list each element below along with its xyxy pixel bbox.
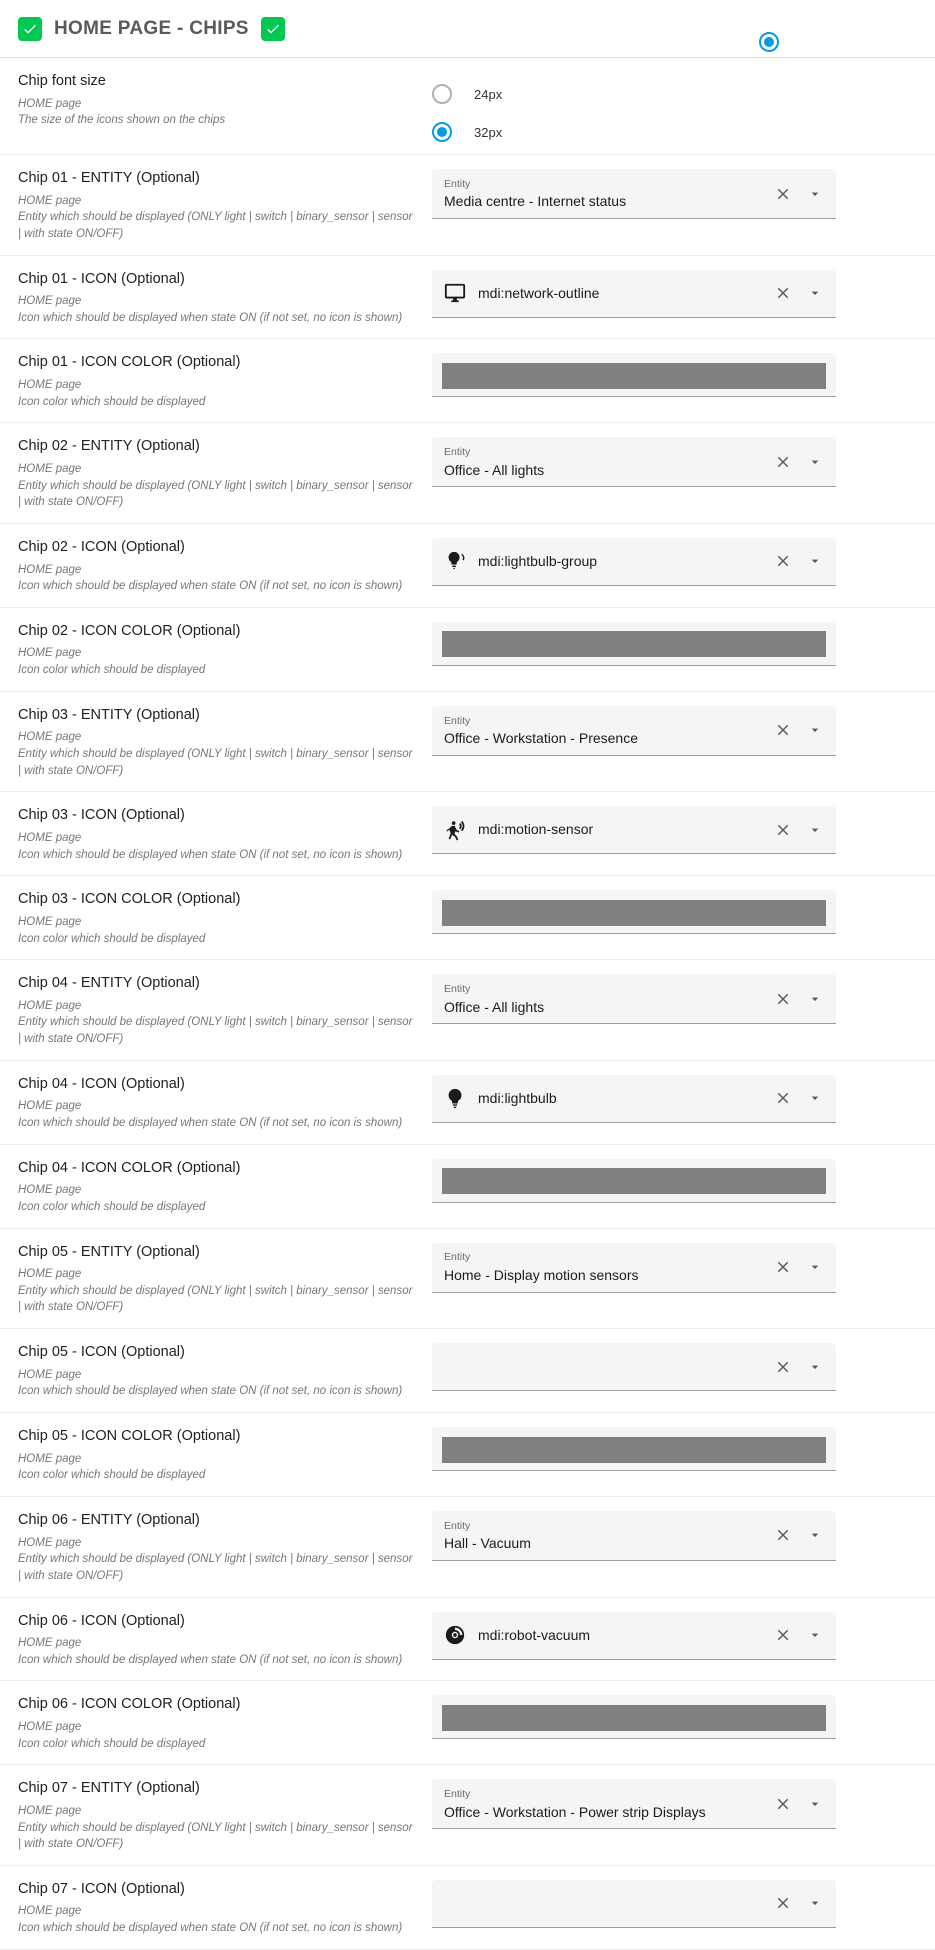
- setting-scope: HOME page: [18, 731, 82, 744]
- setting-title: Chip 02 - ENTITY (Optional): [18, 438, 200, 455]
- page-title: HOME PAGE - CHIPS: [54, 17, 249, 39]
- setting-title: Chip 05 - ENTITY (Optional): [18, 1243, 200, 1260]
- field-floating-label: Entity: [444, 1788, 471, 1801]
- field-content: [444, 538, 764, 585]
- radio-24px[interactable]: [432, 84, 452, 104]
- row-label-block: [0, 435, 432, 511]
- settings-row: [0, 155, 935, 256]
- field-content: [444, 706, 764, 755]
- clear-icon[interactable]: [770, 548, 796, 574]
- setting-title: Chip 03 - ICON COLOR (Optional): [18, 891, 241, 908]
- setting-description: Icon color which should be displayed: [18, 664, 206, 677]
- icon-name-text: mdi:network-outline: [478, 284, 600, 301]
- radio-option-24px[interactable]: [432, 84, 917, 104]
- settings-row: [0, 1497, 935, 1598]
- color-swatch[interactable]: [442, 363, 826, 389]
- setting-scope: HOME page: [18, 1100, 82, 1113]
- motion-sensor-icon: [444, 819, 466, 841]
- setting-title: Chip 04 - ENTITY (Optional): [18, 975, 200, 992]
- setting-title: Chip 07 - ENTITY (Optional): [18, 1780, 200, 1797]
- field-content: [444, 1075, 764, 1122]
- setting-scope: HOME page: [18, 379, 82, 392]
- row-label-block: [0, 1341, 432, 1400]
- row-label-block: [0, 804, 432, 863]
- setting-scope: HOME page: [18, 831, 82, 844]
- setting-description: Entity which should be displayed (ONLY light | switch | binary_sensor | sensor | with state ON/OFF): [18, 211, 413, 240]
- row-chip-font-size: [0, 58, 935, 155]
- setting-description: Icon which should be displayed when state ON (if not set, no icon is shown): [18, 1653, 403, 1666]
- row-label-block: [0, 704, 432, 780]
- chevron-down-icon[interactable]: [802, 717, 828, 743]
- field-content: [444, 1511, 764, 1560]
- row-control-block: [432, 1610, 935, 1660]
- setting-scope: HOME page: [18, 97, 82, 110]
- field-value: [444, 1087, 764, 1109]
- field-value: [444, 550, 764, 572]
- field-value: Hall - Vacuum: [444, 1535, 531, 1552]
- settings-row: [0, 256, 935, 340]
- field-content: [444, 974, 764, 1023]
- field-content: [444, 1779, 764, 1828]
- chevron-down-icon[interactable]: [802, 280, 828, 306]
- field-actions: [764, 1085, 828, 1111]
- settings-row: [0, 1866, 935, 1950]
- row-control-block: [432, 804, 935, 854]
- row-label-block: [0, 536, 432, 595]
- field-actions: [764, 1622, 828, 1648]
- color-picker-field[interactable]: [432, 1159, 836, 1203]
- row-control-block: [432, 1425, 935, 1471]
- field-actions: [764, 181, 828, 207]
- row-label-block: [0, 268, 432, 327]
- setting-title: Chip 05 - ICON (Optional): [18, 1344, 185, 1361]
- row-label-block: [0, 1509, 432, 1585]
- row-control-block: [432, 435, 935, 487]
- clear-icon[interactable]: [770, 717, 796, 743]
- icon-name-text: mdi:lightbulb: [478, 1089, 557, 1106]
- setting-description: Icon which should be displayed when state ON (if not set, no icon is shown): [18, 580, 403, 593]
- chevron-down-icon[interactable]: [802, 449, 828, 475]
- field-floating-label: Entity: [444, 982, 471, 995]
- field-content: [444, 270, 764, 317]
- color-swatch[interactable]: [442, 1437, 826, 1463]
- clear-icon[interactable]: [770, 817, 796, 843]
- setting-description: Entity which should be displayed (ONLY light | switch | binary_sensor | sensor | with state ON/OFF): [18, 1821, 413, 1851]
- field-actions: [764, 717, 828, 743]
- clear-icon[interactable]: [770, 449, 796, 475]
- row-control-block: [432, 972, 935, 1024]
- setting-scope: HOME page: [18, 1268, 82, 1281]
- settings-rows: [0, 155, 935, 1950]
- setting-title: Chip 06 - ICON COLOR (Optional): [18, 1696, 241, 1713]
- setting-scope: HOME page: [18, 1905, 82, 1918]
- settings-row: [0, 692, 935, 793]
- row-label-block: [0, 1878, 432, 1937]
- chevron-down-icon[interactable]: [802, 1522, 828, 1548]
- setting-scope: HOME page: [18, 1536, 82, 1549]
- header-checkbox-right[interactable]: [261, 17, 285, 41]
- entity-select-field[interactable]: [432, 974, 836, 1024]
- row-control-block: [432, 1241, 935, 1293]
- setting-title: Chip 01 - ICON (Optional): [18, 270, 185, 287]
- icon-select-field[interactable]: [432, 270, 836, 318]
- clear-icon[interactable]: [770, 1622, 796, 1648]
- setting-description: Icon which should be displayed when state ON (if not set, no icon is shown): [18, 848, 403, 861]
- setting-title: Chip 01 - ICON COLOR (Optional): [18, 354, 241, 371]
- setting-description: Icon color which should be displayed: [18, 395, 206, 408]
- row-label-block: [0, 1073, 432, 1132]
- settings-row: [0, 876, 935, 960]
- settings-row: [0, 339, 935, 423]
- clear-icon[interactable]: [770, 1522, 796, 1548]
- row-label-block: [0, 1777, 432, 1853]
- settings-row: [0, 1598, 935, 1682]
- field-floating-label: Entity: [444, 1251, 471, 1264]
- setting-scope: HOME page: [18, 1452, 82, 1465]
- chevron-down-icon[interactable]: [802, 1254, 828, 1280]
- field-floating-label: Entity: [444, 177, 471, 190]
- page-header: [0, 0, 935, 58]
- setting-title: Chip 02 - ICON (Optional): [18, 538, 185, 555]
- settings-row: [0, 1229, 935, 1330]
- field-value: Home - Display motion sensors: [444, 1266, 639, 1283]
- color-swatch[interactable]: [442, 1705, 826, 1731]
- setting-scope: HOME page: [18, 1721, 82, 1733]
- setting-description: The size of the icons shown on the chips: [18, 114, 226, 127]
- setting-scope: HOME page: [18, 295, 82, 308]
- row-label-block: [0, 351, 432, 410]
- setting-description: Icon color which should be displayed: [18, 932, 206, 945]
- setting-description: Entity which should be displayed (ONLY light | switch | binary_sensor | sensor | with state ON/OFF): [18, 1553, 413, 1582]
- settings-row: [0, 1765, 935, 1866]
- clear-icon[interactable]: [770, 1791, 796, 1817]
- field-actions: [764, 449, 828, 475]
- chevron-down-icon[interactable]: [802, 986, 828, 1012]
- field-value: Office - All lights: [444, 461, 545, 478]
- row-control-block: [432, 1157, 935, 1203]
- setting-scope: HOME page: [18, 1368, 82, 1381]
- setting-description: Icon which should be displayed when state ON (if not set, no icon is shown): [18, 1385, 403, 1398]
- icon-select-field[interactable]: [432, 806, 836, 854]
- clear-icon[interactable]: [770, 986, 796, 1012]
- field-content: [444, 169, 764, 218]
- row-control-block: [432, 1777, 935, 1829]
- row-label-block: [0, 1693, 432, 1752]
- radio-option-32px[interactable]: [432, 122, 917, 142]
- setting-scope: HOME page: [18, 915, 82, 928]
- settings-row: [0, 423, 935, 524]
- row-control-block: [432, 1509, 935, 1561]
- field-content: [444, 1880, 764, 1927]
- radio-label-24px: 24px: [474, 86, 503, 102]
- entity-select-field[interactable]: [432, 706, 836, 756]
- field-content: [444, 1612, 764, 1659]
- field-value: Media centre - Internet status: [444, 193, 627, 210]
- setting-description: Icon color which should be displayed: [18, 1200, 206, 1213]
- field-actions: [764, 817, 828, 843]
- robot-vacuum-icon: [444, 1624, 466, 1646]
- chevron-down-icon[interactable]: [802, 1354, 828, 1380]
- icon-select-field[interactable]: [432, 1612, 836, 1660]
- field-content: [444, 806, 764, 853]
- field-value: [444, 282, 764, 304]
- field-actions: [764, 1890, 828, 1916]
- settings-row: [0, 1413, 935, 1497]
- settings-row: [0, 1681, 935, 1765]
- settings-row: [0, 524, 935, 608]
- header-checkbox-left[interactable]: [18, 17, 42, 41]
- setting-description: Icon color which should be displayed: [18, 1469, 206, 1482]
- setting-description: Entity which should be displayed (ONLY light | switch | binary_sensor | sensor | with state ON/OFF): [18, 1016, 413, 1046]
- row-control-block: [432, 620, 935, 666]
- row-control-block: [432, 704, 935, 756]
- row-label-block: [0, 888, 432, 947]
- setting-title: Chip font size: [18, 73, 106, 89]
- clear-icon[interactable]: [770, 280, 796, 306]
- chevron-down-icon[interactable]: [802, 181, 828, 207]
- chevron-down-icon[interactable]: [802, 1791, 828, 1817]
- row-label-block: [0, 167, 432, 243]
- setting-title: Chip 06 - ICON (Optional): [18, 1612, 185, 1629]
- icon-name-text: mdi:motion-sensor: [478, 821, 594, 838]
- setting-scope: HOME page: [18, 462, 82, 475]
- setting-description: Entity which should be displayed (ONLY light | switch | binary_sensor | sensor | with state ON/OFF): [18, 479, 413, 509]
- setting-scope: HOME page: [18, 194, 82, 207]
- field-value: Office - Workstation - Power strip Displays: [444, 1803, 706, 1820]
- clear-icon[interactable]: [770, 1085, 796, 1111]
- color-picker-field[interactable]: [432, 1695, 836, 1739]
- color-picker-field[interactable]: [432, 622, 836, 666]
- entity-select-field[interactable]: [432, 437, 836, 487]
- color-swatch[interactable]: [442, 1168, 826, 1194]
- settings-row: [0, 1061, 935, 1145]
- row-label-block: [0, 70, 432, 129]
- lightbulb-icon: [444, 1087, 466, 1109]
- field-floating-label: Entity: [444, 446, 471, 459]
- row-control-block: [432, 167, 935, 219]
- field-actions: [764, 548, 828, 574]
- field-value: Office - All lights: [444, 998, 545, 1015]
- icon-name-text: mdi:lightbulb-group: [478, 553, 598, 570]
- field-actions: [764, 280, 828, 306]
- setting-title: Chip 05 - ICON COLOR (Optional): [18, 1428, 241, 1445]
- clear-icon[interactable]: [770, 1254, 796, 1280]
- entity-select-field[interactable]: [432, 169, 836, 219]
- clear-icon[interactable]: [770, 1354, 796, 1380]
- field-value: Office - Workstation - Presence: [444, 730, 638, 747]
- row-control-block: [432, 536, 935, 586]
- icon-select-field[interactable]: [432, 1343, 836, 1391]
- chevron-down-icon[interactable]: [802, 817, 828, 843]
- field-content: [444, 1243, 764, 1292]
- entity-select-field[interactable]: [432, 1779, 836, 1829]
- row-label-block: [0, 972, 432, 1048]
- field-value: [444, 1624, 764, 1646]
- settings-row: [0, 1329, 935, 1413]
- radio-label-32px: 32px: [474, 124, 503, 140]
- field-floating-label: Entity: [444, 714, 471, 727]
- setting-scope: HOME page: [18, 999, 82, 1012]
- row-control-block: [432, 351, 935, 397]
- color-swatch[interactable]: [442, 900, 826, 926]
- setting-title: Chip 06 - ENTITY (Optional): [18, 1511, 200, 1528]
- setting-title: Chip 02 - ICON COLOR (Optional): [18, 622, 241, 639]
- setting-description: Icon color which should be displayed: [18, 1737, 206, 1750]
- setting-description: Icon which should be displayed when state ON (if not set, no icon is shown): [18, 311, 403, 324]
- field-value: [444, 819, 764, 841]
- field-actions: [764, 986, 828, 1012]
- entity-select-field[interactable]: [432, 1511, 836, 1561]
- row-control-block: [432, 1073, 935, 1123]
- field-actions: [764, 1354, 828, 1380]
- setting-scope: HOME page: [18, 1637, 82, 1650]
- color-swatch[interactable]: [442, 631, 826, 657]
- settings-row: [0, 1145, 935, 1229]
- setting-scope: HOME page: [18, 1804, 82, 1817]
- chevron-down-icon[interactable]: [802, 1890, 828, 1916]
- settings-row: [0, 960, 935, 1061]
- icon-select-field[interactable]: [432, 1075, 836, 1123]
- row-label-block: [0, 1241, 432, 1317]
- chevron-down-icon[interactable]: [802, 1622, 828, 1648]
- setting-title: Chip 04 - ICON (Optional): [18, 1075, 185, 1092]
- row-control-block: [432, 70, 935, 142]
- setting-title: Chip 03 - ICON (Optional): [18, 807, 185, 824]
- chevron-down-icon[interactable]: [802, 548, 828, 574]
- settings-row: [0, 608, 935, 692]
- color-picker-field[interactable]: [432, 353, 836, 397]
- row-label-block: [0, 1157, 432, 1216]
- entity-select-field[interactable]: [432, 1243, 836, 1293]
- icon-select-field[interactable]: [432, 1880, 836, 1928]
- clear-icon[interactable]: [770, 1890, 796, 1916]
- icon-name-text: mdi:robot-vacuum: [478, 1626, 591, 1643]
- icon-select-field[interactable]: [432, 538, 836, 586]
- color-picker-field[interactable]: [432, 1427, 836, 1471]
- field-content: [444, 437, 764, 486]
- field-content: [444, 1343, 764, 1390]
- field-actions: [764, 1791, 828, 1817]
- row-control-block: [432, 1878, 935, 1928]
- field-floating-label: Entity: [444, 1519, 471, 1532]
- setting-description: Icon which should be displayed when state ON (if not set, no icon is shown): [18, 1116, 403, 1129]
- chevron-down-icon[interactable]: [802, 1085, 828, 1111]
- lightbulb-group-icon: [444, 550, 466, 572]
- radio-32px[interactable]: [432, 122, 452, 142]
- setting-title: Chip 04 - ICON COLOR (Optional): [18, 1159, 241, 1176]
- row-label-block: [0, 620, 432, 679]
- setting-scope: HOME page: [18, 647, 82, 660]
- row-control-block: [432, 888, 935, 934]
- setting-description: Icon which should be displayed when state ON (if not set, no icon is shown): [18, 1922, 403, 1935]
- row-control-block: [432, 268, 935, 318]
- clear-icon[interactable]: [770, 181, 796, 207]
- setting-title: Chip 01 - ENTITY (Optional): [18, 170, 200, 186]
- color-picker-field[interactable]: [432, 890, 836, 934]
- row-control-block: [432, 1341, 935, 1391]
- field-actions: [764, 1522, 828, 1548]
- row-label-block: [0, 1610, 432, 1669]
- setting-description: Entity which should be displayed (ONLY light | switch | binary_sensor | sensor | with state ON/OFF): [18, 1284, 413, 1314]
- field-actions: [764, 1254, 828, 1280]
- setting-title: Chip 07 - ICON (Optional): [18, 1880, 185, 1897]
- header-radio[interactable]: [759, 32, 779, 52]
- setting-description: Entity which should be displayed (ONLY light | switch | binary_sensor | sensor | with state ON/OFF): [18, 748, 413, 777]
- row-control-block: [432, 1693, 935, 1739]
- row-label-block: [0, 1425, 432, 1484]
- setting-scope: HOME page: [18, 563, 82, 576]
- setting-scope: HOME page: [18, 1184, 82, 1197]
- setting-title: Chip 03 - ENTITY (Optional): [18, 706, 200, 723]
- monitor-icon: [444, 282, 466, 304]
- settings-row: [0, 792, 935, 876]
